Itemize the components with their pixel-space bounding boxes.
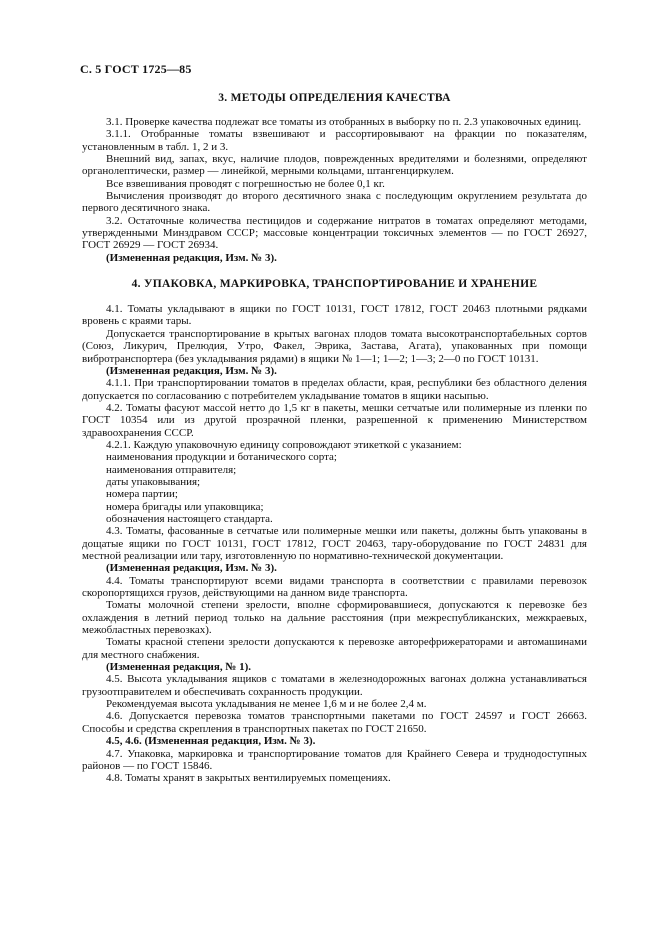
paragraph-organoleptic: Внешний вид, запах, вкус, наличие плодов, поврежденных вредителями и болезнями, определяют органолептически, размер — линейкой, мерными кольцами, штангенциркулем. [82,153,587,178]
paragraph-4-1-1: 4.1.1. При транспортировании томатов в пределах области, края, республики без областного деления допускается по согласованию с потребителем укладывание томатов в ящики насыпью. [82,377,587,402]
label-list-item: номера бригады или упаковщика; [106,500,264,513]
paragraph-4-8: 4.8. Томаты хранят в закрытых вентилируемых помещениях. [106,772,391,785]
paragraph-4-2-1: 4.2.1. Каждую упаковочную единицу сопровождают этикеткой с указанием: [106,438,462,451]
section-3-title: 3. МЕТОДЫ ОПРЕДЕЛЕНИЯ КАЧЕСТВА [218,92,451,104]
paragraph-4-2: 4.2. Томаты фасуют массой нетто до 1,5 кг в пакеты, мешки сетчатые или полимерные из пленки по ГОСТ 10354 или из другой прозрачной пленки, разрешенной к применению Министерством здравоохранения СССР. [82,401,587,439]
label-list-item: обозначения настоящего стандарта. [106,512,273,525]
label-list-item: даты упаковывания; [106,475,201,488]
paragraph-red-ripeness: Томаты красной степени зрелости допускаются к перевозке авторефрижераторами и автомашинами для местного снабжения. [82,636,587,661]
paragraph-transport-wagons: Допускается транспортирование в крытых вагонах плодов томата высокотранспортабельных сортов (Союз, Ликурич, Прелюдия, Утро, Факел, Эврика, Застава, Агата), упакованных при помощи вибротранспортера (без укладывания рядами) в ящики № 1—1; 1—2; 1—3; 2—0 по ГОСТ 10131. [82,327,587,365]
paragraph-3-2: 3.2. Остаточные количества пестицидов и содержание нитратов в томатах определяют методами, утвержденными Минздравом СССР; массовые концентрации токсичных элементов — по ГОСТ 26927, ГОСТ 26929 — ГОСТ 26934. [82,214,587,252]
paragraph-4-3: 4.3. Томаты, фасованные в сетчатые или полимерные мешки или пакеты, должны быть упакованы в дощатые ящики по ГОСТ 10131, ГОСТ 17812, ГОСТ 20463, тару-оборудование по ГОСТ 24831 для местной реализации или тару, изготовленную по нормативно-технической документации. [82,525,587,562]
page-header: С. 5 ГОСТ 1725—85 [80,62,192,76]
paragraph-weighing: Все взвешивания проводят с погрешностью не более 0,1 кг. [106,177,385,190]
paragraph-milk-ripeness: Томаты молочной степени зрелости, вполне сформировавшиеся, допускаются к перевозке без охлаждения в летний период только на дальние расстояния (при межреспубликанских, межкраевых, межобластных перевозках). [82,599,587,637]
paragraph-calculations: Вычисления производят до второго десятичного знака с последующим округлением результата до первого десятичного знака. [82,190,587,215]
amendment-note: (Измененная редакция, № 1). [106,661,252,674]
label-list-item: номера партии; [106,488,178,501]
paragraph-4-5: 4.5. Высота укладывания ящиков с томатами в железнодорожных вагонах должна устанавливаться грузоотправителем и обеспечивать сохранность продукции. [82,673,587,698]
section-4-title: 4. УПАКОВКА, МАРКИРОВКА, ТРАНСПОРТИРОВАНИЕ И ХРАНЕНИЕ [131,278,538,291]
amendment-note: (Измененная редакция, Изм. № 3). [106,364,277,377]
document-body [82,92,587,785]
paragraph-4-7: 4.7. Упаковка, маркировка и транспортирование томатов для Крайнего Севера и труднодоступных районов — по ГОСТ 15846. [82,747,587,772]
paragraph-3-1-1: 3.1.1. Отобранные томаты взвешивают и рассортировывают на фракции по показателям, установленным в табл. 1, 2 и 3. [82,128,587,153]
label-list-item: наименования отправителя; [106,463,237,476]
paragraph-3-1: 3.1. Проверке качества подлежат все томаты из отобранных в выборку по п. 2.3 упаковочных единиц. [106,116,582,128]
paragraph-4-1: 4.1. Томаты укладывают в ящики по ГОСТ 10131, ГОСТ 17812, ГОСТ 20463 плотными рядками вровень с краями тары. [82,303,587,328]
amendment-note: (Измененная редакция, Изм. № 3). [106,562,277,575]
amendment-note: 4.5, 4.6. (Измененная редакция, Изм. № 3). [106,735,316,748]
paragraph-4-6: 4.6. Допускается перевозка томатов транспортными пакетами по ГОСТ 24597 и ГОСТ 26663. Способы и средства скрепления в транспортных пакетах по ГОСТ 21650. [82,710,587,735]
paragraph-stacking-height: Рекомендуемая высота укладывания не менее 1,6 м и не более 2,4 м. [106,698,427,711]
paragraph-4-4: 4.4. Томаты транспортируют всеми видами транспорта в соответствии с правилами перевозок скоропортящихся грузов, действующими на данном виде транспорта. [82,574,587,600]
amendment-note: (Измененная редакция, Изм. № 3). [106,251,277,264]
label-list-item: наименования продукции и ботанического сорта; [106,451,337,464]
